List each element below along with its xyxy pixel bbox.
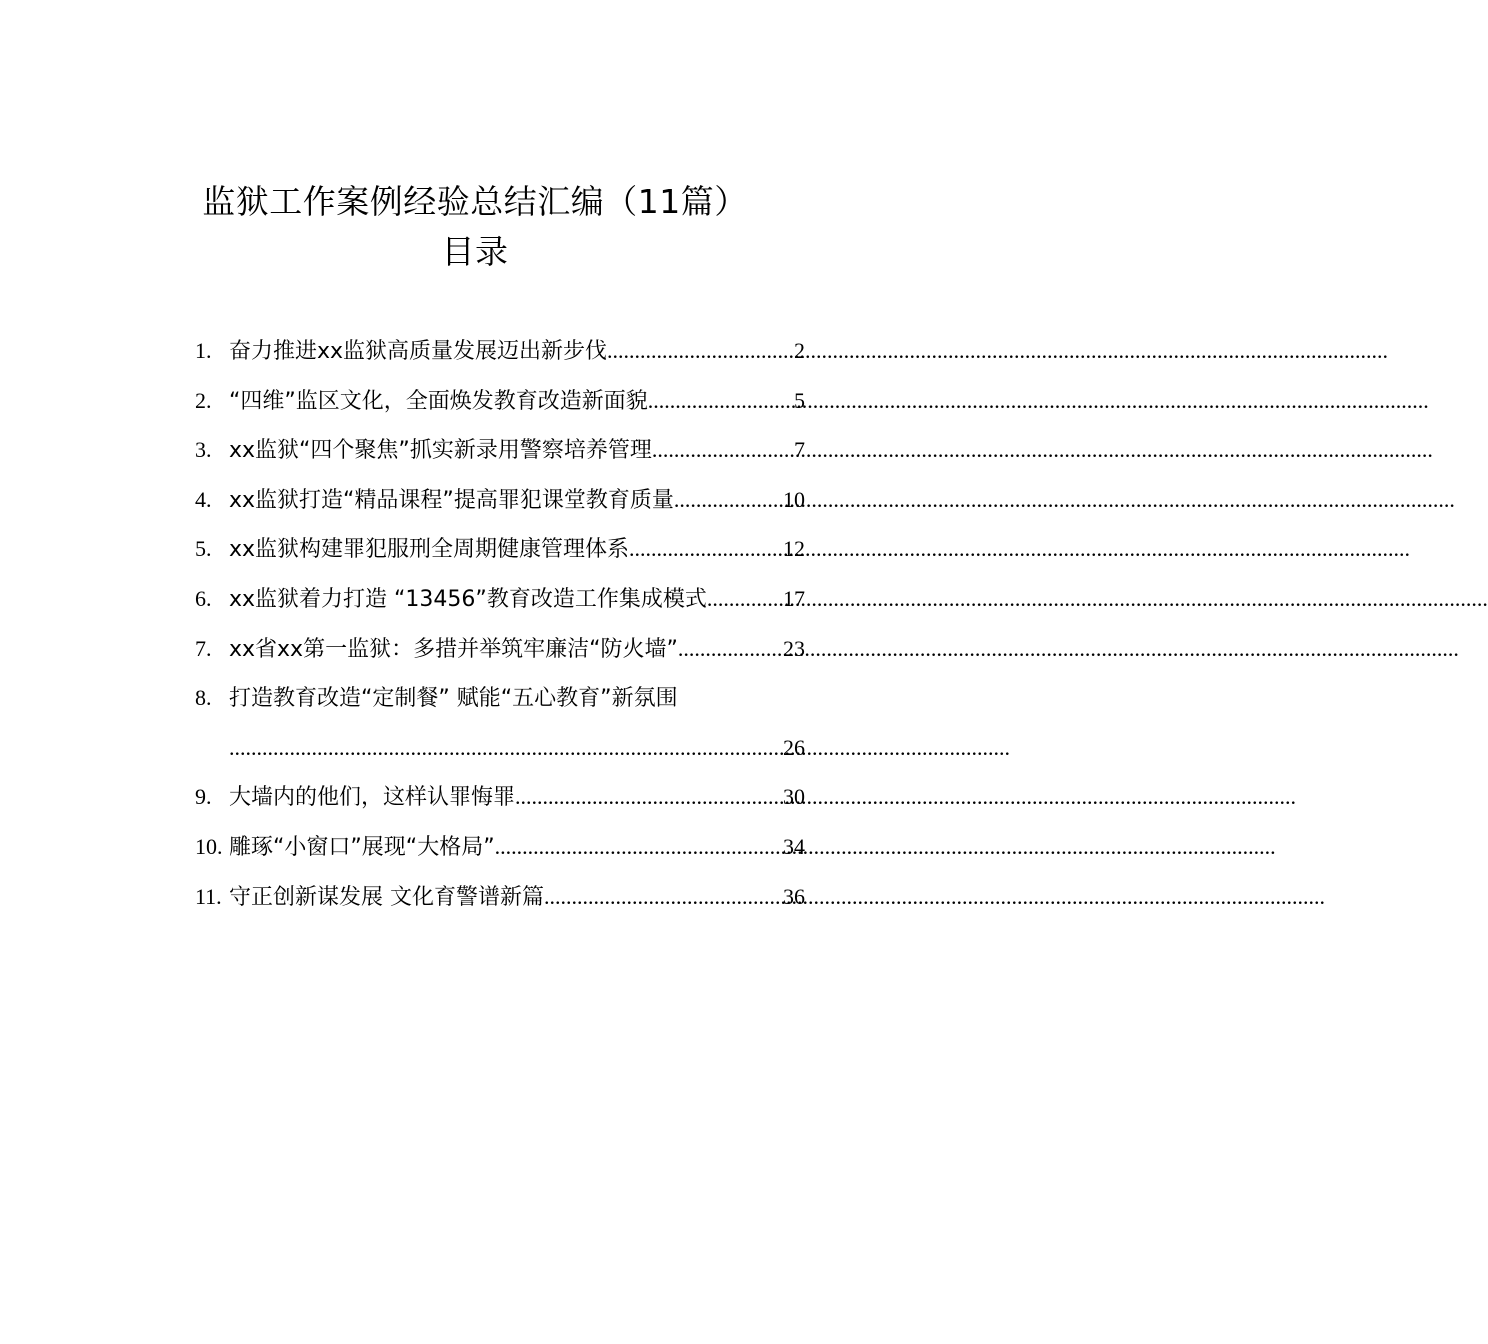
toc-entry-number: 2.: [195, 387, 212, 413]
toc-entry-title: “四维”监区文化，全面焕发教育改造新面貌: [229, 388, 648, 414]
toc-entry-5[interactable]: [195, 529, 805, 579]
toc-entry-page: 7: [794, 437, 805, 463]
toc-entry-number: 7.: [195, 635, 212, 661]
toc-leader-dots: [652, 430, 794, 470]
toc-entry-page: 10: [783, 486, 805, 512]
toc-leader-dots: [678, 629, 783, 669]
toc-entry-10[interactable]: [195, 827, 805, 877]
toc-leader-dots: [674, 480, 783, 520]
toc-heading: 目录: [441, 232, 509, 271]
toc-entry-page: 26: [783, 734, 805, 760]
toc-entry-title: xx监狱构建罪犯服刑全周期健康管理体系: [229, 537, 630, 563]
toc-leader-dots: [229, 728, 783, 768]
toc-leader-dots: [629, 529, 783, 569]
toc-entry-8[interactable]: [195, 678, 805, 777]
toc-entry-number: 10.: [195, 833, 223, 859]
toc-entry-number: 3.: [195, 437, 212, 463]
toc-leader-dots: [544, 877, 783, 917]
toc-entry-page: 23: [783, 635, 805, 661]
toc-entry-6[interactable]: [195, 579, 805, 629]
toc-entry-page: 17: [783, 585, 805, 611]
toc-entry-page: 34: [783, 833, 805, 859]
toc-leader-dots: [607, 331, 794, 371]
toc-entry-page: 5: [794, 387, 805, 413]
toc-entry-line: [195, 678, 805, 728]
toc-entry-line: [195, 728, 805, 778]
toc-entry-number: 9.: [195, 784, 212, 810]
toc-entry-title: xx监狱“四个聚焦”抓实新录用警察培养管理: [229, 438, 652, 464]
toc-entry-title: 奋力推进xx监狱高质量发展迈出新步伐: [229, 339, 608, 364]
toc-entry-page: 12: [783, 536, 805, 562]
toc-entry-number: 11.: [195, 883, 222, 909]
toc-entry-9[interactable]: [195, 777, 805, 827]
toc-entry-7[interactable]: [195, 629, 805, 679]
toc-entry-number: 1.: [195, 338, 212, 363]
toc-leader-dots: [495, 827, 783, 867]
toc-entry-title: xx监狱打造“精品课程”提高罪犯课堂教育质量: [229, 487, 674, 513]
toc-leader-dots: [707, 579, 783, 619]
toc-entry-2[interactable]: [195, 381, 805, 431]
toc-entry-page: 2: [794, 338, 805, 363]
toc-entry-3[interactable]: [195, 430, 805, 480]
toc-entry-number: 8.: [195, 685, 212, 711]
toc-entry-page: 30: [783, 784, 805, 810]
toc-entry-title: 雕琢“小窗口”展现“大格局”: [229, 834, 495, 860]
toc-entry-title: 大墙内的他们，这样认罪悔罪: [229, 785, 516, 811]
toc-entry-title: xx省xx第一监狱：多措并举筑牢廉洁“防火墙”: [229, 636, 678, 662]
toc-entry-4[interactable]: [195, 480, 805, 530]
toc-entry-title: 打造教育改造“定制餐” 赋能“五心教育”新氛围: [229, 686, 678, 712]
toc-entry-11[interactable]: [195, 877, 805, 927]
toc-entry-number: 5.: [195, 536, 212, 562]
toc-entry-number: 4.: [195, 486, 212, 512]
toc-entry-title: xx监狱着力打造 “13456”教育改造工作集成模式: [229, 586, 707, 612]
toc-entry-number: 6.: [195, 585, 212, 611]
document-title: 监狱工作案例经验总结汇编（11篇）: [202, 182, 748, 221]
toc-entry-title: 守正创新谋发展 文化育警谱新篇: [229, 884, 544, 910]
table-of-contents: [195, 331, 805, 926]
toc-entry-1[interactable]: [195, 331, 805, 381]
toc-leader-dots: [648, 381, 794, 421]
toc-entry-page: 36: [783, 883, 805, 909]
toc-leader-dots: [515, 777, 783, 817]
